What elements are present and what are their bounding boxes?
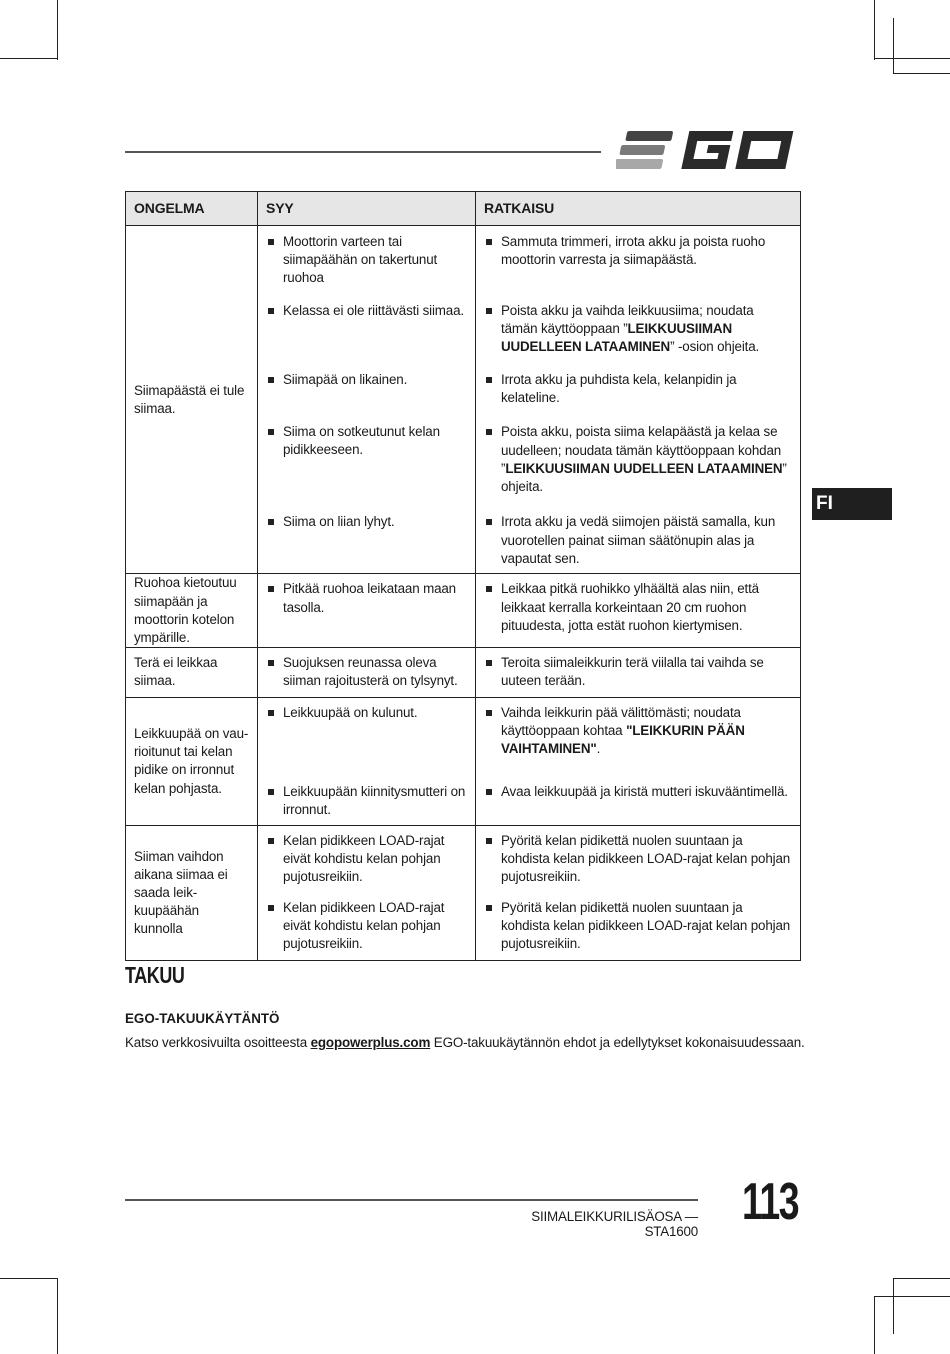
- crop-mark: [893, 1278, 894, 1334]
- solution-text-segment: Irrota akku ja puhdista kela, kelanpidin ja kelateline.: [501, 372, 737, 406]
- bullet-icon: [486, 660, 492, 666]
- cause-item: [258, 826, 475, 893]
- solution-item: [476, 698, 800, 777]
- bullet-icon: [268, 905, 274, 911]
- solution-cell: [476, 648, 801, 697]
- cause-text: Siima on sotkeutunut kelan pidikkeeseen.: [283, 424, 440, 458]
- crop-mark: [893, 73, 950, 74]
- bullet-icon: [486, 838, 492, 844]
- crop-mark: [57, 1278, 58, 1354]
- solution-item: [476, 295, 800, 364]
- solution-item: [476, 574, 800, 641]
- solution-item: [476, 826, 800, 893]
- bullet-icon: [268, 660, 274, 666]
- table-row: [126, 574, 801, 648]
- solution-item: [476, 226, 800, 295]
- solution-item: [476, 648, 800, 696]
- bullet-icon: [486, 789, 492, 795]
- footer-rule: [125, 1199, 698, 1201]
- cause-cell: [258, 226, 476, 574]
- solution-text: [501, 302, 791, 357]
- solution-text-segment: Sammuta trimmeri, irrota akku ja poista ruoho moottorin varresta ja siimapäästä.: [501, 234, 766, 268]
- crop-mark: [0, 1278, 58, 1279]
- cause-text: Leikkuupää on kulunut.: [283, 704, 418, 720]
- bullet-icon: [268, 308, 274, 314]
- cause-text: Kelan pidikkeen LOAD-rajat eivät kohdistu kelan pohjan pujotusreikiin.: [283, 833, 445, 885]
- cause-text: Moottorin varteen tai siimapäähän on takertunut ruohoa: [283, 234, 438, 286]
- table-row: [126, 697, 801, 825]
- cause-text: Leikkuupään kiinnitysmutteri on irronnut.: [283, 783, 466, 817]
- table-row: [126, 648, 801, 697]
- cause-cell: [258, 574, 476, 648]
- warranty-link[interactable]: egopowerplus.com: [310, 1035, 431, 1050]
- cause-text: Pitkää ruohoa leikataan maan tasolla.: [283, 581, 456, 615]
- bullet-icon: [268, 239, 274, 245]
- solution-text: [501, 654, 791, 690]
- bullet-icon: [268, 838, 274, 844]
- cause-item: [258, 295, 475, 364]
- solution-text-segment: Vaihda leikkurin pää välittömästi; noudata käyttöoppaan kohtaa: [501, 704, 741, 738]
- solution-bold-text: LEIKKUUSIIMAN UUDELLEEN LATAAMINEN: [505, 460, 783, 476]
- cause-cell: [258, 826, 476, 961]
- crop-mark: [57, 0, 58, 60]
- cause-text: Kelassa ei ole riittävästi siimaa.: [283, 303, 464, 318]
- solution-bold-text: LEIKKUUSIIMAN UUDELLEEN LATAAMINEN: [501, 321, 732, 355]
- bullet-icon: [486, 308, 492, 314]
- cause-cell: [258, 648, 476, 697]
- column-header-cause: SYY: [258, 192, 476, 226]
- bullet-icon: [268, 519, 274, 525]
- solution-text-segment: ” ohjeita.: [501, 460, 787, 495]
- table-row: [126, 826, 801, 961]
- solution-text-segment: Poista akku ja vaihda leikkuusiima; noudata tämän käyttöoppaan ”: [501, 303, 754, 337]
- header-rule: [125, 151, 601, 153]
- problem-cell: Ruohoa kietoutuu siimapään ja moottorin kotelon ympärille.: [126, 574, 258, 648]
- ego-logo: [616, 128, 800, 172]
- solution-cell: [476, 697, 801, 825]
- warranty-text-before: Katso verkkosivuilta osoitteesta: [125, 1035, 311, 1050]
- warranty-heading: TAKUU: [125, 962, 185, 988]
- troubleshooting-table: [125, 191, 801, 961]
- bullet-icon: [486, 519, 492, 525]
- bullet-icon: [268, 429, 274, 435]
- problem-cell: Siimapäästä ei tule siimaa.: [126, 226, 258, 574]
- cause-text: Siimapää on likainen.: [283, 372, 408, 387]
- cause-item: [258, 698, 475, 777]
- solution-text: [501, 371, 791, 407]
- solution-text-segment: .: [596, 741, 601, 757]
- solution-bold-text: "LEIKKURIN PÄÄN VAIHTAMINEN": [501, 722, 745, 757]
- solution-item: [476, 893, 800, 960]
- crop-mark: [0, 58, 58, 59]
- crop-mark: [875, 1296, 950, 1297]
- column-header-solution: RATKAISU: [476, 192, 801, 226]
- solution-text-segment: Poista akku, poista siima kelapäästä ja kelaa se uudelleen; noudata tämän käyttöoppaan kohdan ”: [501, 424, 782, 476]
- bullet-icon: [268, 586, 274, 592]
- cause-text: Siima on liian lyhyt.: [283, 514, 395, 529]
- solution-text-segment: Irrota akku ja vedä siimojen päistä samalla, kun vuorotellen painat siiman säätönupin alas ja vapautat sen.: [501, 514, 776, 566]
- solution-cell: [476, 826, 801, 961]
- table-row: [126, 226, 801, 574]
- crop-mark: [874, 0, 875, 60]
- crop-mark: [875, 58, 950, 59]
- crop-mark: [874, 1296, 875, 1354]
- crop-mark: [893, 18, 894, 74]
- bullet-icon: [486, 905, 492, 911]
- solution-text-segment: Leikkaa pitkä ruohikko ylhäältä alas niin, että leikkaat kerralla korkeintaan 20 cm ruohon pituudesta, jotta estät ruohon kiertymisen.: [501, 581, 759, 633]
- bullet-icon: [486, 429, 492, 435]
- solution-text-segment: Teroita siimaleikkurin terä viilalla tai vaihda se uuteen terään.: [501, 655, 764, 689]
- cause-text: Suojuksen reunassa oleva siiman rajoitusterä on tylsynyt.: [283, 655, 458, 689]
- cause-item: [258, 574, 475, 641]
- bullet-icon: [268, 710, 274, 716]
- cause-cell: [258, 697, 476, 825]
- solution-text: [501, 783, 791, 819]
- cause-text: Kelan pidikkeen LOAD-rajat eivät kohdistu kelan pohjan pujotusreikiin.: [283, 900, 445, 952]
- solution-text: [501, 832, 791, 887]
- table-header-row: [126, 192, 801, 226]
- problem-cell: Siiman vaihdon aikana siimaa ei saada leik-kuupäähän kunnolla: [126, 826, 258, 961]
- cause-item: [258, 648, 475, 696]
- problem-cell: Leikkuupää on vau-rioitunut tai kelan pidike on irronnut kelan pohjasta.: [126, 697, 258, 825]
- solution-item: [476, 417, 800, 506]
- solution-cell: [476, 226, 801, 574]
- solution-cell: [476, 574, 801, 648]
- footer-product: SIIMALEIKKURILISÄOSA — STA1600: [531, 1209, 698, 1239]
- solution-item: [476, 506, 800, 573]
- problem-cell: Terä ei leikkaa siimaa.: [126, 648, 258, 697]
- bullet-icon: [268, 789, 274, 795]
- solution-text-segment: ” -osion ohjeita.: [670, 339, 760, 355]
- bullet-icon: [486, 586, 492, 592]
- language-tab: FI: [812, 488, 892, 520]
- solution-text-segment: Pyöritä kelan pidikettä nuolen suuntaan ja kohdista kelan pidikkeen LOAD-rajat kelan pohjan pujotusreikiin.: [501, 900, 791, 952]
- cause-item: [258, 893, 475, 960]
- column-header-problem: ONGELMA: [126, 192, 258, 226]
- bullet-icon: [486, 710, 492, 716]
- solution-text: [501, 704, 791, 759]
- cause-item: [258, 226, 475, 295]
- cause-item: [258, 506, 475, 573]
- bullet-icon: [268, 377, 274, 383]
- solution-text: [501, 899, 791, 954]
- solution-text: [501, 233, 791, 288]
- solution-item: [476, 364, 800, 417]
- bullet-icon: [486, 239, 492, 245]
- solution-text-segment: Avaa leikkuupää ja kiristä mutteri iskuvääntimellä.: [501, 783, 788, 799]
- warranty-text-after: EGO-takuukäytännön ehdot ja edellytykset kokonaisuudessaan.: [430, 1035, 805, 1050]
- cause-item: [258, 777, 475, 825]
- bullet-icon: [486, 377, 492, 383]
- cause-item: [258, 417, 475, 506]
- solution-item: [476, 777, 800, 825]
- solution-text: [501, 580, 791, 635]
- solution-text: [501, 513, 791, 568]
- solution-text-segment: Pyöritä kelan pidikettä nuolen suuntaan ja kohdista kelan pidikkeen LOAD-rajat kelan pohjan pujotusreikiin.: [501, 833, 791, 885]
- warranty-subheading: EGO-TAKUUKÄYTÄNTÖ: [125, 1011, 280, 1026]
- solution-text: [501, 423, 791, 496]
- page-number: 113: [742, 1173, 799, 1231]
- cause-item: [258, 364, 475, 417]
- crop-mark: [893, 1278, 950, 1279]
- warranty-text: [125, 1035, 805, 1050]
